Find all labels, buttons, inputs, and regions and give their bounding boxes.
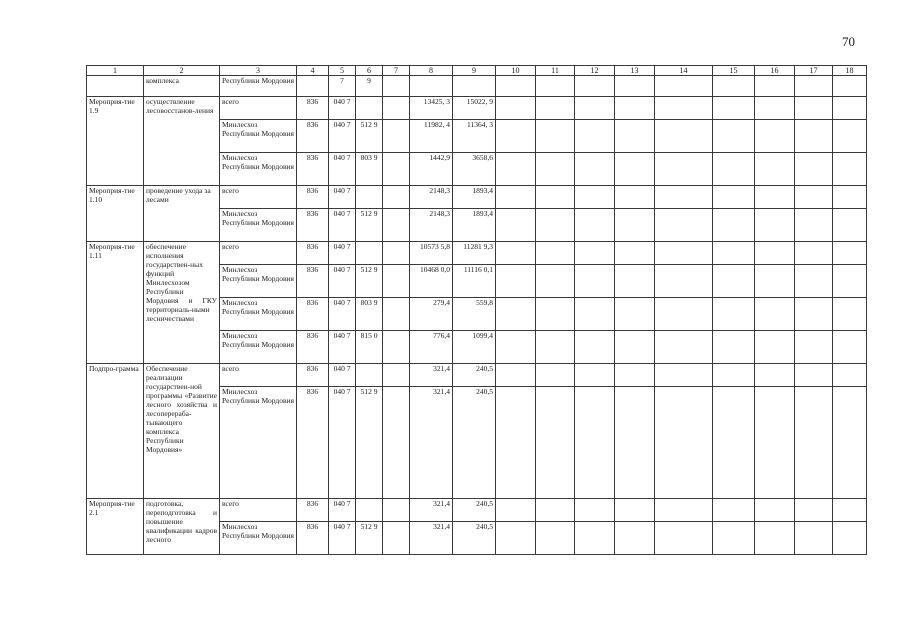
cell-year-2: 1893,4: [453, 186, 496, 209]
cell-grbs: [297, 76, 329, 97]
cell-executor: всего: [220, 364, 297, 387]
cell-rzpr: 040 7: [329, 499, 356, 522]
cell-year-1: 321,4: [410, 364, 453, 387]
cell-grbs: 836: [297, 153, 329, 186]
cell-executor: Республики Мордовия: [220, 76, 297, 97]
cell-executor: Минлесхоз Республики Мордовия: [220, 153, 297, 186]
header-cell: 18: [833, 66, 867, 76]
cell-rzpr: 040 7: [329, 153, 356, 186]
cell-csr: [356, 97, 383, 120]
cell-year-1: 279,4: [410, 298, 453, 331]
cell-csr: 803 9: [356, 298, 383, 331]
cell-description: подготовка, переподготовка и повышение квалификации кадров лесного: [144, 499, 220, 555]
cell-rzpr: 040 7: [329, 97, 356, 120]
cell-grbs: 836: [297, 298, 329, 331]
cell-rzpr: 040 7: [329, 209, 356, 242]
cell-csr: 803 9: [356, 153, 383, 186]
cell-csr: 512 9: [356, 120, 383, 153]
cell-csr: 9: [356, 76, 383, 97]
cell-csr: 512 9: [356, 209, 383, 242]
cell-csr: 512 9: [356, 387, 383, 499]
cell-year-2: [453, 76, 496, 97]
cell-grbs: 836: [297, 387, 329, 499]
cell-grbs: 836: [297, 331, 329, 364]
cell-year-1: 10468 0,0: [410, 265, 453, 298]
cell-grbs: 836: [297, 522, 329, 555]
cell-rzpr: 040 7: [329, 242, 356, 265]
cell-year-2: 3658,6: [453, 153, 496, 186]
cell-executor: всего: [220, 97, 297, 120]
cell-year-1: 321,4: [410, 499, 453, 522]
cell-year-1: 2148,3: [410, 186, 453, 209]
header-cell: 6: [356, 66, 383, 76]
cell-vr: [383, 76, 410, 97]
cell-year-2: 15022, 9: [453, 97, 496, 120]
cell-executor: Минлесхоз Республики Мордовия: [220, 522, 297, 555]
cell-rzpr: 040 7: [329, 522, 356, 555]
cell-description: обеспечение исполнения государствен-ных функций Минлесхозом Республики Мордовия и ГКУ территориаль-ными лесничествами: [144, 242, 220, 364]
table-row: [87, 76, 867, 97]
cell-executor: Минлесхоз Республики Мордовия: [220, 298, 297, 331]
table-row: [87, 499, 867, 522]
cell-description: осуществление лесовосстанов-ления: [144, 97, 220, 186]
cell-activity: Мероприя-тие 1.10: [87, 186, 144, 242]
cell-year-2: 1893,4: [453, 209, 496, 242]
cell-year-2: 240,5: [453, 522, 496, 555]
cell-executor: Минлесхоз Республики Мордовия: [220, 387, 297, 499]
cell-year-2: 240,5: [453, 364, 496, 387]
header-cell: 5: [329, 66, 356, 76]
cell-year-1: 1442,9: [410, 153, 453, 186]
budget-table: [86, 65, 867, 555]
cell-year-1: 13425, 3: [410, 97, 453, 120]
cell-csr: [356, 186, 383, 209]
cell-activity: Мероприя-тие 1.11: [87, 242, 144, 364]
cell-grbs: 836: [297, 120, 329, 153]
cell-executor: Минлесхоз Республики Мордовия: [220, 265, 297, 298]
header-cell: 16: [755, 66, 795, 76]
cell-csr: 815 0: [356, 331, 383, 364]
cell-executor: всего: [220, 499, 297, 522]
cell-csr: [356, 364, 383, 387]
cell-grbs: 836: [297, 97, 329, 120]
table-row: [87, 186, 867, 209]
cell-rzpr: 040 7: [329, 186, 356, 209]
header-cell: 14: [655, 66, 713, 76]
cell-activity: Мероприя-тие 2.1: [87, 499, 144, 555]
cell-year-1: 776,4: [410, 331, 453, 364]
cell-grbs: 836: [297, 186, 329, 209]
cell-description: Обеспечение реализации государствен-ной программы «Развитие лесного хозяйства и лесоперераба-тывающего комплекса Республики Мордовия»: [144, 364, 220, 499]
header-cell: 15: [713, 66, 755, 76]
cell-description: комплекса: [144, 76, 220, 97]
header-cell: 7: [383, 66, 410, 76]
cell-year-2: 559,8: [453, 298, 496, 331]
cell-rzpr: 040 7: [329, 120, 356, 153]
cell-year-2: 1099,4: [453, 331, 496, 364]
cell-rzpr: 7: [329, 76, 356, 97]
header-cell: 10: [496, 66, 536, 76]
cell-csr: 512 9: [356, 265, 383, 298]
header-cell: 9: [453, 66, 496, 76]
cell-year-1: 321,4: [410, 522, 453, 555]
cell-executor: всего: [220, 242, 297, 265]
cell-grbs: 836: [297, 499, 329, 522]
cell-grbs: 836: [297, 242, 329, 265]
cell-rzpr: 040 7: [329, 265, 356, 298]
table-row: [87, 97, 867, 120]
cell-year-1: [410, 76, 453, 97]
header-cell: 8: [410, 66, 453, 76]
cell-rzpr: 040 7: [329, 298, 356, 331]
cell-year-2: 240,5: [453, 499, 496, 522]
cell-description: проведение ухода за лесами: [144, 186, 220, 242]
header-cell: 11: [536, 66, 575, 76]
cell-year-2: 240,5: [453, 387, 496, 499]
cell-activity: Подпро-грамма: [87, 364, 144, 499]
cell-year-1: 321,4: [410, 387, 453, 499]
cell-year-2: 11281 9,3: [453, 242, 496, 265]
header-cell: 2: [144, 66, 220, 76]
cell-grbs: 836: [297, 265, 329, 298]
cell-grbs: 836: [297, 364, 329, 387]
cell-csr: [356, 242, 383, 265]
cell-year-2: 11364, 3: [453, 120, 496, 153]
page-number: 70: [842, 34, 855, 49]
header-cell: 12: [575, 66, 615, 76]
header-cell: 4: [297, 66, 329, 76]
cell-executor: всего: [220, 186, 297, 209]
cell-year-2: 11116 0,1: [453, 265, 496, 298]
cell-activity: [87, 76, 144, 97]
header-cell: 17: [795, 66, 833, 76]
cell-year-1: 10573 5,8: [410, 242, 453, 265]
cell-csr: [356, 499, 383, 522]
header-cell: 3: [220, 66, 297, 76]
cell-activity: Мероприя-тие 1.9: [87, 97, 144, 186]
header-cell: 1: [87, 66, 144, 76]
table-row: [87, 364, 867, 387]
table-row: [87, 242, 867, 265]
header-row: [87, 66, 867, 76]
cell-rzpr: 040 7: [329, 387, 356, 499]
cell-executor: Минлесхоз Республики Мордовия: [220, 209, 297, 242]
cell-executor: Минлесхоз Республики Мордовия: [220, 120, 297, 153]
cell-executor: Минлесхоз Республики Мордовия: [220, 331, 297, 364]
cell-csr: 512 9: [356, 522, 383, 555]
cell-year-1: 11982, 4: [410, 120, 453, 153]
cell-rzpr: 040 7: [329, 331, 356, 364]
cell-year-1: 2148,3: [410, 209, 453, 242]
cell-rzpr: 040 7: [329, 364, 356, 387]
header-cell: 13: [615, 66, 655, 76]
cell-grbs: 836: [297, 209, 329, 242]
